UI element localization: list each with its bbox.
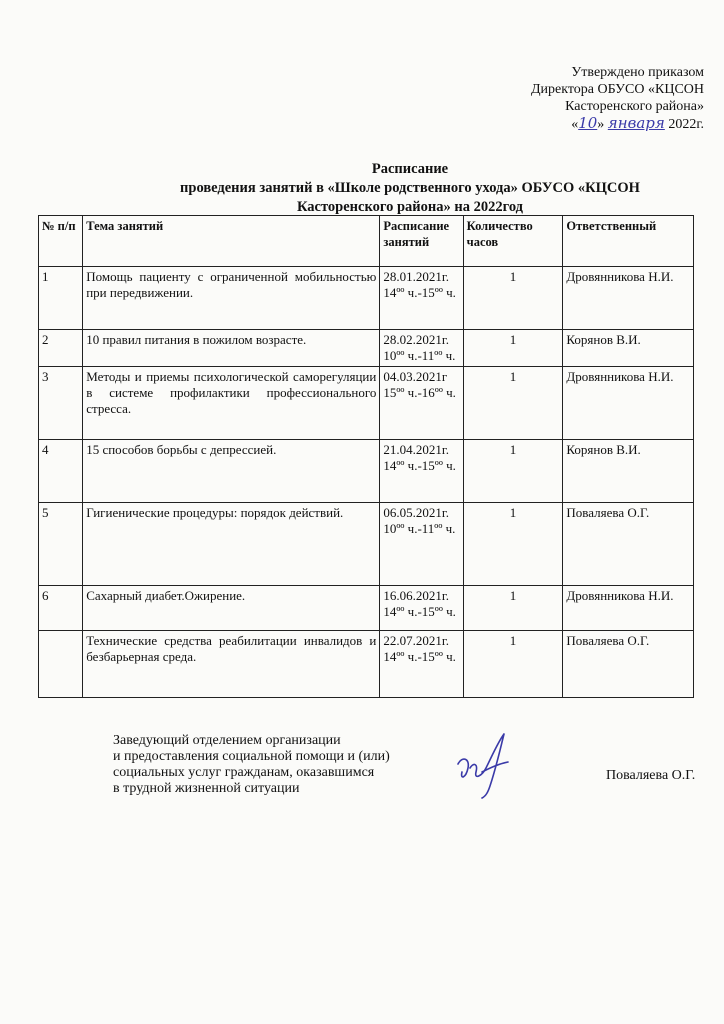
title-line-3: Касторенского района» на 2022год bbox=[296, 199, 523, 215]
row-date: 22.07.2021г. bbox=[383, 633, 449, 648]
table-row bbox=[39, 330, 694, 367]
row-time: 14ºº ч.-15ºº ч. bbox=[383, 604, 456, 619]
header-topic: Тема занятий bbox=[83, 216, 380, 267]
row-date: 21.04.2021г. bbox=[383, 442, 449, 457]
header-hours: Количество часов bbox=[463, 216, 563, 267]
row-topic: Технические средства реабилитации инвалидов и безбарьерная среда. bbox=[83, 631, 380, 698]
row-hours: 1 bbox=[463, 440, 563, 503]
row-schedule bbox=[380, 367, 463, 440]
row-num: 4 bbox=[39, 440, 83, 503]
date-day: 10 bbox=[578, 114, 598, 132]
approval-line-1: Утверждено приказом bbox=[571, 65, 704, 80]
row-responsible: Поваляева О.Г. bbox=[563, 631, 694, 698]
row-schedule bbox=[380, 586, 463, 631]
approval-date bbox=[404, 115, 704, 133]
row-topic: Помощь пациенту с ограниченной мобильностью при передвижении. bbox=[83, 267, 380, 330]
row-num: 6 bbox=[39, 586, 83, 631]
table-row bbox=[39, 631, 694, 698]
row-responsible: Корянов В.И. bbox=[563, 330, 694, 367]
row-topic: 10 правил питания в пожилом возрасте. bbox=[83, 330, 380, 367]
row-hours: 1 bbox=[463, 267, 563, 330]
approval-line-2: Директора ОБУСО «КЦСОН bbox=[530, 82, 704, 97]
row-time: 10ºº ч.-11ºº ч. bbox=[383, 348, 456, 363]
row-schedule bbox=[380, 330, 463, 367]
row-responsible: Поваляева О.Г. bbox=[563, 503, 694, 586]
row-schedule bbox=[380, 440, 463, 503]
footer-line-3: социальных услуг гражданам, оказавшимся bbox=[113, 765, 375, 780]
row-topic: Методы и приемы психологической саморегуляции в системе профилактики профессионального стресса. bbox=[83, 367, 380, 440]
row-schedule bbox=[380, 631, 463, 698]
document-title bbox=[130, 160, 690, 217]
date-year: 2022г. bbox=[668, 117, 704, 132]
schedule-table bbox=[38, 215, 694, 698]
row-hours: 1 bbox=[463, 503, 563, 586]
footer-line-2: и предоставления социальной помощи и (или) bbox=[113, 749, 390, 764]
table-row bbox=[39, 586, 694, 631]
signer-name: Поваляева О.Г. bbox=[606, 768, 696, 783]
row-date: 28.01.2021г. bbox=[383, 269, 449, 284]
row-responsible: Корянов В.И. bbox=[563, 440, 694, 503]
row-time: 14ºº ч.-15ºº ч. bbox=[383, 649, 456, 664]
date-open-quote: « bbox=[571, 117, 579, 132]
header-num: № п/п bbox=[39, 216, 83, 267]
row-num: 1 bbox=[39, 267, 83, 330]
row-time: 14ºº ч.-15ºº ч. bbox=[383, 285, 456, 300]
row-hours: 1 bbox=[463, 330, 563, 367]
row-date: 16.06.2021г. bbox=[383, 588, 449, 603]
table-row bbox=[39, 267, 694, 330]
row-hours: 1 bbox=[463, 631, 563, 698]
row-responsible: Дровянникова Н.И. bbox=[563, 586, 694, 631]
header-responsible: Ответственный bbox=[563, 216, 694, 267]
row-date: 04.03.2021г bbox=[383, 369, 448, 384]
footer-line-1: Заведующий отделением организации bbox=[113, 733, 341, 748]
row-date: 28.02.2021г. bbox=[383, 332, 449, 347]
row-schedule bbox=[380, 503, 463, 586]
row-topic: Гигиенические процедуры: порядок действий. bbox=[83, 503, 380, 586]
row-hours: 1 bbox=[463, 367, 563, 440]
row-num: 3 bbox=[39, 367, 83, 440]
row-schedule bbox=[380, 267, 463, 330]
handwritten-signature bbox=[452, 728, 522, 800]
table-header-row bbox=[39, 216, 694, 267]
table-row bbox=[39, 503, 694, 586]
row-time: 14ºº ч.-15ºº ч. bbox=[383, 458, 456, 473]
row-topic: Сахарный диабет.Ожирение. bbox=[83, 586, 380, 631]
row-num bbox=[39, 631, 83, 698]
table-row bbox=[39, 367, 694, 440]
title-line-1: Расписание bbox=[371, 161, 449, 177]
table-row bbox=[39, 440, 694, 503]
row-responsible: Дровянникова Н.И. bbox=[563, 367, 694, 440]
row-num: 5 bbox=[39, 503, 83, 586]
date-month: января bbox=[607, 114, 665, 132]
row-topic: 15 способов борьбы с депрессией. bbox=[83, 440, 380, 503]
row-num: 2 bbox=[39, 330, 83, 367]
header-schedule: Расписание занятий bbox=[380, 216, 463, 267]
row-time: 15ºº ч.-16ºº ч. bbox=[383, 385, 456, 400]
row-responsible: Дровянникова Н.И. bbox=[563, 267, 694, 330]
row-time: 10ºº ч.-11ºº ч. bbox=[383, 521, 456, 536]
footer-line-4: в трудной жизненной ситуации bbox=[113, 781, 300, 796]
approval-line-3: Касторенского района» bbox=[565, 99, 704, 114]
approval-block bbox=[404, 64, 704, 133]
row-date: 06.05.2021г. bbox=[383, 505, 449, 520]
title-line-2: проведения занятий в «Школе родственного ухода» ОБУСО «КЦСОН bbox=[180, 180, 640, 196]
date-close-quote: » bbox=[597, 117, 605, 132]
row-hours: 1 bbox=[463, 586, 563, 631]
footer-position bbox=[113, 733, 413, 797]
